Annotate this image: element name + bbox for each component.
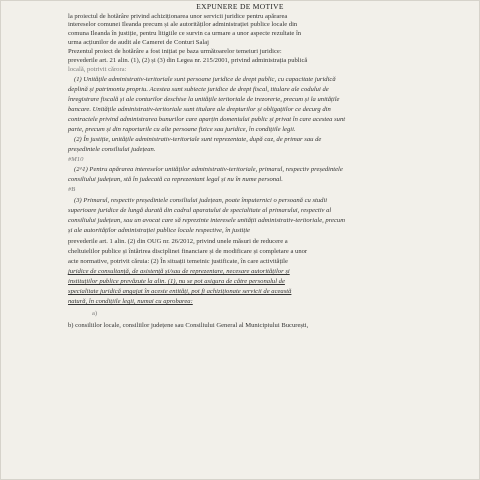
basis-line-1: Prezentul proiect de hotărâre a fost inițiat pe baza următoarelor temeiuri juridice: <box>68 48 282 55</box>
law-para-3-line-3: consiliului județean, sau un avocat care să reprezinte interesele unității administrativ-teritoriale, precum <box>68 217 345 224</box>
list-item-a: a) <box>92 310 98 317</box>
intro-line-2: intereselor comunei Ileanda precum și ale autorităților administrației publice locale din <box>68 21 298 28</box>
law-para-1-line-3: înregistrare fiscală și ale conturilor deschise la unitățile teritoriale de trezorerie, precum și la unitățile <box>68 96 340 103</box>
law-para-1-line-6: parte, precum și din raporturile cu alte persoane fizice sau juridice, în condițiile legii. <box>68 126 296 133</box>
basis-line-2: prevederile art. 21 alin. (1), (2) și (3) din Legea nr. 215/2001, privind administrația publică <box>68 57 308 64</box>
oug-line-1: prevederile art. 1 alin. (2) din OUG nr. 26/2012, privind unele măsuri de reducere a <box>68 238 288 245</box>
law-para-3-line-4: și ale autorităților administrației publice locale respective, în justiție <box>68 227 250 234</box>
oug-line-2: cheltuielilor publice și întărirea disciplinei financiare și de modificare și completare a unor <box>68 248 308 255</box>
marker-b: #B <box>68 186 76 193</box>
intro-line-3: comuna Ileanda în justiție, pentru litigiile ce survin ca urmare a unor aspecte rezultate în <box>68 30 302 37</box>
oug-line-3: acte normative, potrivit căruia: (2) În situații temeinic justificate, în care activitățile <box>68 258 288 265</box>
law-para-1-line-4: bancare. Unitățile administrativ-teritoriale sunt titulare ale drepturilor și obligațiilor ce decurg din <box>68 106 331 113</box>
oug-line-6: specialitate juridică angajat în aceste entități, pot fi achiziționate servicii de această <box>68 288 292 295</box>
list-item-b: b) consiliilor locale, consiliilor județene sau Consiliului General al Municipiului București, <box>68 322 309 329</box>
oug-line-5: instituțiilor publice prevăzute la alin. (1), nu se pot asigura de către personalul de <box>68 278 285 285</box>
law-para-3-line-2: superioare juridice de lungă durată din cadrul aparatului de specialitate al primarului, respectiv al <box>68 207 332 214</box>
oug-line-7: natură, în condițiile legii, numai cu aprobarea: <box>68 298 193 305</box>
document-title: EXPUNERE DE MOTIVE <box>196 2 284 11</box>
law-para-1-line-5: contractele privind administrarea bunurilor care aparțin domeniului public și privat în care acestea sunt <box>68 116 346 123</box>
law-para-1-line-2: deplină și patrimoniu propriu. Acestea sunt subiecte juridice de drept fiscal, titulare ale codului de <box>68 86 329 93</box>
marker-m10: #M10 <box>68 156 84 163</box>
law-para-2-line-2: președintele consiliului județean. <box>68 146 156 153</box>
law-para-1-line-1: (1) Unitățile administrativ-teritoriale sunt persoane juridice de drept public, cu capacitate juridică <box>74 76 336 83</box>
law-para-21-line-2: consiliului județean, stă în judecată ca reprezentant legal și nu în nume personal. <box>68 176 283 183</box>
basis-line-3: locală, potrivit cărora: <box>68 66 127 73</box>
law-para-21-line-1: (2^1) Pentru apărarea intereselor unităților administrativ-teritoriale, primarul, respectiv președintele <box>74 166 343 173</box>
oug-line-4: juridice de consultanță, de asistență și/sau de reprezentare, necesare autorităților și <box>68 268 290 275</box>
law-para-3-line-1: (3) Primarul, respectiv președintele consiliului județean, poate împuternici o persoană cu studii <box>74 197 328 204</box>
law-para-2-line-1: (2) În justiție, unitățile administrativ-teritoriale sunt reprezentate, după caz, de primar sau de <box>74 136 322 143</box>
intro-line-1: la proiectul de hotărâre privind achiziționarea unor servicii juridice pentru apărarea <box>68 13 288 20</box>
intro-line-4: urma acțiunilor de audit ale Camerei de Conturi Salaj <box>68 39 209 46</box>
